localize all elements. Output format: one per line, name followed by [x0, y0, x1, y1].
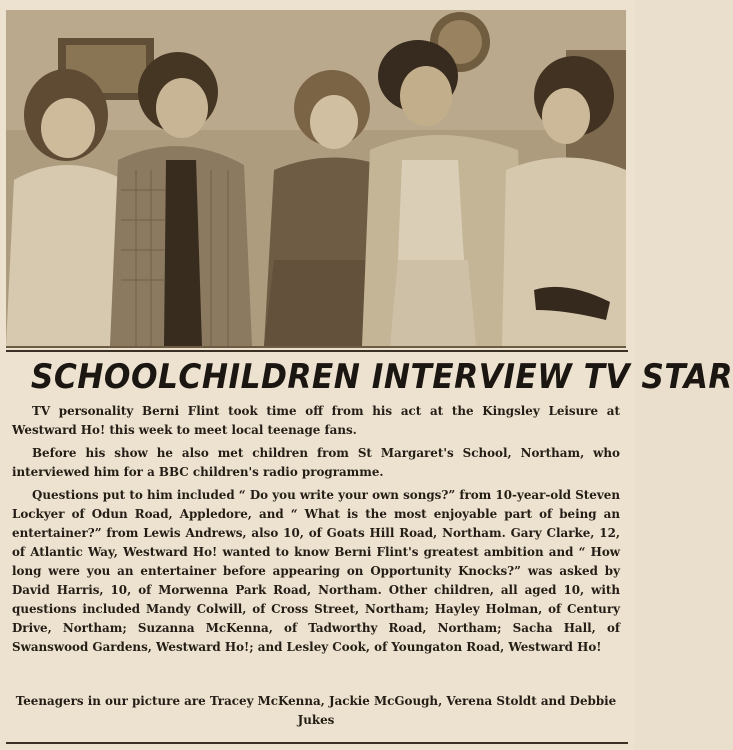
bottom-rule	[6, 742, 628, 744]
photo-caption: Teenagers in our picture are Tracey McKenna, Jackie McGough, Verena Stoldt and Debbie Jukes	[15, 694, 617, 727]
press-photo	[6, 10, 626, 348]
headline: SCHOOLCHILDREN INTERVIEW TV STAR	[30, 357, 733, 397]
paragraph: Questions put to him included “ Do you write your own songs?” from 10-year-old Steven Lockyer of Odun Road, Appledore, and “ What is the most enjoyable part of being an entertainer?” from Lewis Andrews, also 10, of Goats Hill Road, Northam. Gary Clarke, 12, of Atlantic Way, Westward Ho! wanted to know Berni Flint's greatest ambition and “ How long were you an entertainer before appearing on Opportunity Knocks?” was asked by David Harris, 10, of Morwenna Park Road, Northam. Other children, all aged 10, with questions included Mandy Colwill, of Cross Street, Northam; Hayley Holman, of Century Drive, Northam; Suzanna McKenna, of Tadworthy Road, Northam; Sacha Hall, of Swanswood Gardens, Westward Ho!; and Lesley Cook, of Youngaton Road, Westward Ho!	[12, 488, 620, 654]
paragraph: TV personality Berni Flint took time off from his act at the Kingsley Leisure at Westward Ho! this week to meet local teenage fans.	[12, 404, 620, 437]
press-photo-image	[6, 10, 626, 346]
top-rule	[6, 350, 628, 352]
article-body	[12, 402, 620, 661]
paragraph: Before his show he also met children from St Margaret's School, Northam, who interviewed him for a BBC children's radio programme.	[12, 446, 620, 479]
